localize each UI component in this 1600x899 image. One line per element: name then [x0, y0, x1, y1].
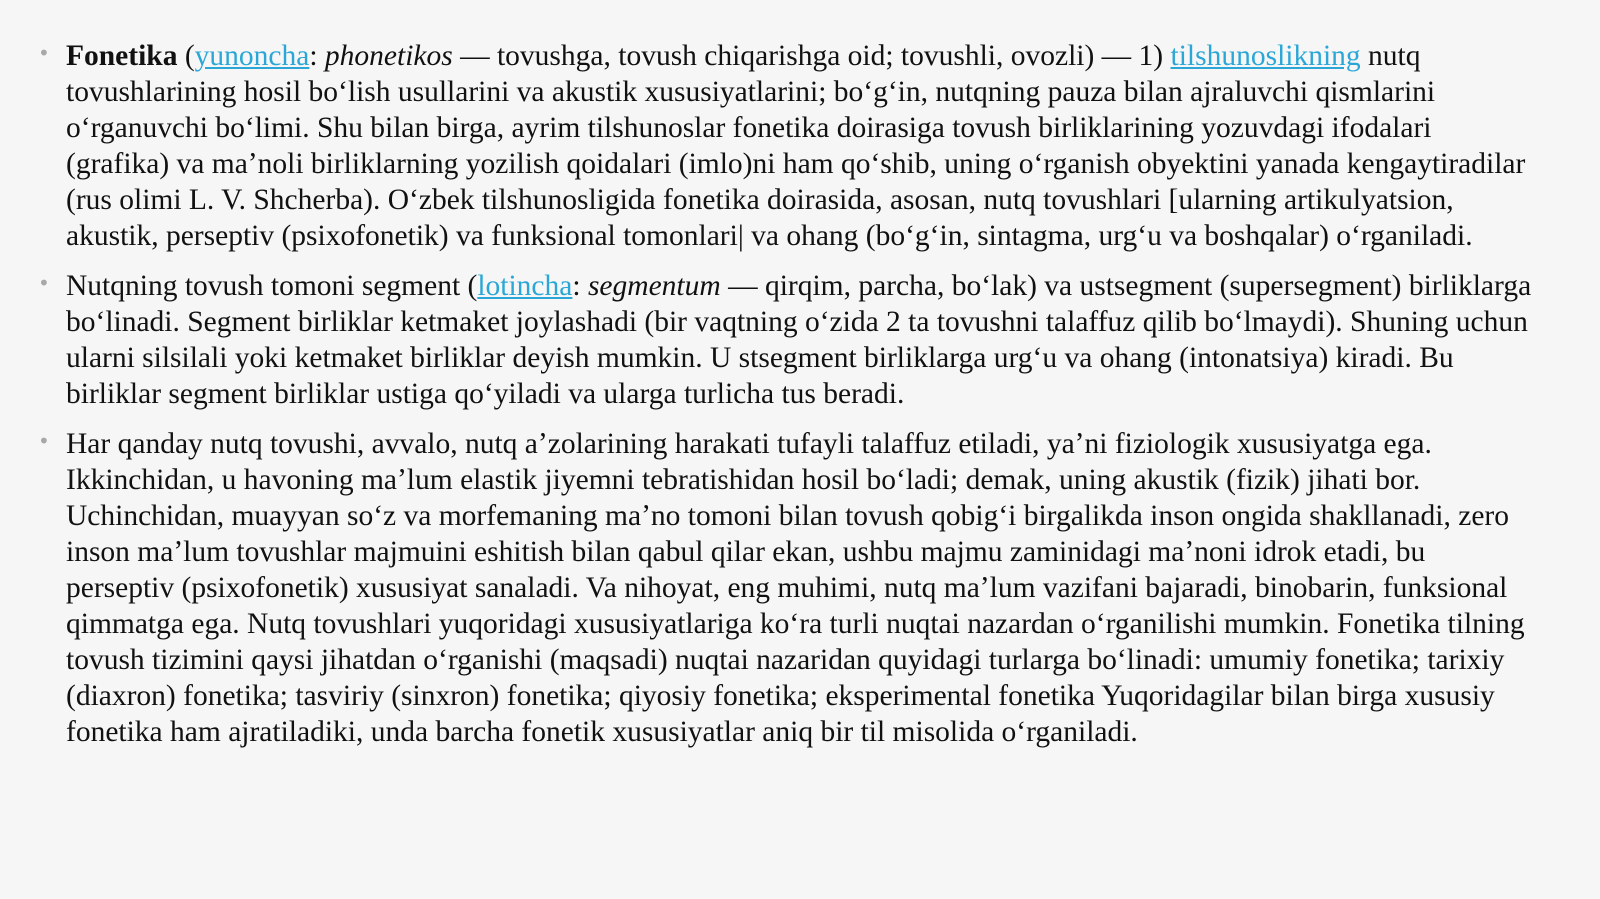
- italic-segmentum: segmentum: [587, 270, 721, 302]
- text-fragment: Har qanday nutq tovushi, avvalo, nutq aʼzolarining harakati tufayli talaffuz etiladi, yaʼni fiziologik xususiyatga ega. Ikkinchidan, u havoning maʼlum elastik jiyemni tebratishidan hosil boʻladi; demak, uning akustik (fizik) jihati bor. Uchinchidan, muayyan soʻz va morfemaning maʼno tomoni bilan tovush qobigʻi birgalikda inson ongida shakllanadi, zero inson maʼlum tovushlar majmuini eshitish bilan qabul qilar ekan, ushbu majmu zaminidagi maʼnoni idrok etadi, bu perseptiv (psixofonetik) xususiyat sanaladi. Va nihoyat, eng muhimi, nutq maʼlum vazifani bajaradi, binobarin, funksional qimmatga ega. Nutq tovushlari yuqoridagi xususiyatlariga koʻra turli nuqtai nazardan oʻrganilishi mumkin. Fonetika tilning tovush tizimini qaysi jihatdan oʻrganishi (maqsadi) nuqtai nazaridan quyidagi turlarga boʻlinadi: umumiy fonetika; tarixiy (diaxron) fonetika; tasviriy (sinxron) fonetika; qiyosiy fonetika; eksperimental fonetika Yuqoridagilar bilan birga xususiy fonetika ham ajratiladiki, unda barcha fonetik xususiyatlar aniq bir til misolida oʻrganiladi.: [66, 428, 1525, 748]
- bullet-item-nutq-tovushi: [36, 426, 1540, 750]
- text-fragment: :: [309, 40, 325, 72]
- bullet-item-fonetika-definition: [36, 38, 1540, 254]
- text-fragment: Nutqning tovush tomoni segment (: [66, 270, 478, 302]
- text-fragment: :: [572, 270, 588, 302]
- link-lotincha[interactable]: lotincha: [477, 270, 573, 302]
- text-fragment: (: [177, 40, 195, 72]
- link-yunoncha[interactable]: yunoncha: [194, 40, 310, 72]
- link-tilshunoslikning[interactable]: tilshunoslikning: [1170, 40, 1361, 72]
- text-fragment: nutq tovushlarining hosil boʻlish usullarini va akustik xususiyatlarini; boʻgʻin, nutqning pauza bilan ajraluvchi qismlarini oʻrganuvchi boʻlimi. Shu bilan birga, ayrim tilshunoslar fonetika doirasiga tovush birliklarining yozuvdagi ifodalari (grafika) va maʼnoli birliklarning yozilish qoidalari (imlo)ni ham qoʻshib, uning oʻrganish obyektini yanada kengaytiradilar (rus olimi L. V. Shcherba). Oʻzbek tilshunosligida fonetika doirasida, asosan, nutq tovushlari [ularning artikulyatsion, akustik, perseptiv (psixofonetik) va funksional tomonlari| va ohang (boʻgʻin, sintagma, urgʻu va boshqalar) oʻrganiladi.: [66, 40, 1526, 252]
- term-fonetika: Fonetika: [66, 40, 178, 72]
- bullet-dot-icon: •: [38, 271, 50, 295]
- text-fragment: — qirqim, parcha, boʻlak) va ustsegment (supersegment) birliklarga boʻlinadi. Segment birliklar ketmaket joylashadi (bir vaqtning oʻzida 2 ta tovushni talaffuz qilib boʻlmaydi). Shuning uchun ularni silsilali yoki ketmaket birliklar deyish mumkin. U stsegment birliklarga urgʻu va ohang (intonatsiya) kiradi. Bu birliklar segment birliklar ustiga qoʻyiladi va ularga turlicha tus beradi.: [66, 270, 1532, 410]
- bullet-dot-icon: •: [38, 429, 50, 453]
- bullet-list: [36, 38, 1540, 750]
- italic-phonetikos: phonetikos: [324, 40, 453, 72]
- bullet-item-segment: [36, 268, 1540, 412]
- bullet-dot-icon: •: [38, 41, 50, 65]
- text-fragment: — tovushga, tovush chiqarishga oid; tovushli, ovozli) — 1): [452, 40, 1171, 72]
